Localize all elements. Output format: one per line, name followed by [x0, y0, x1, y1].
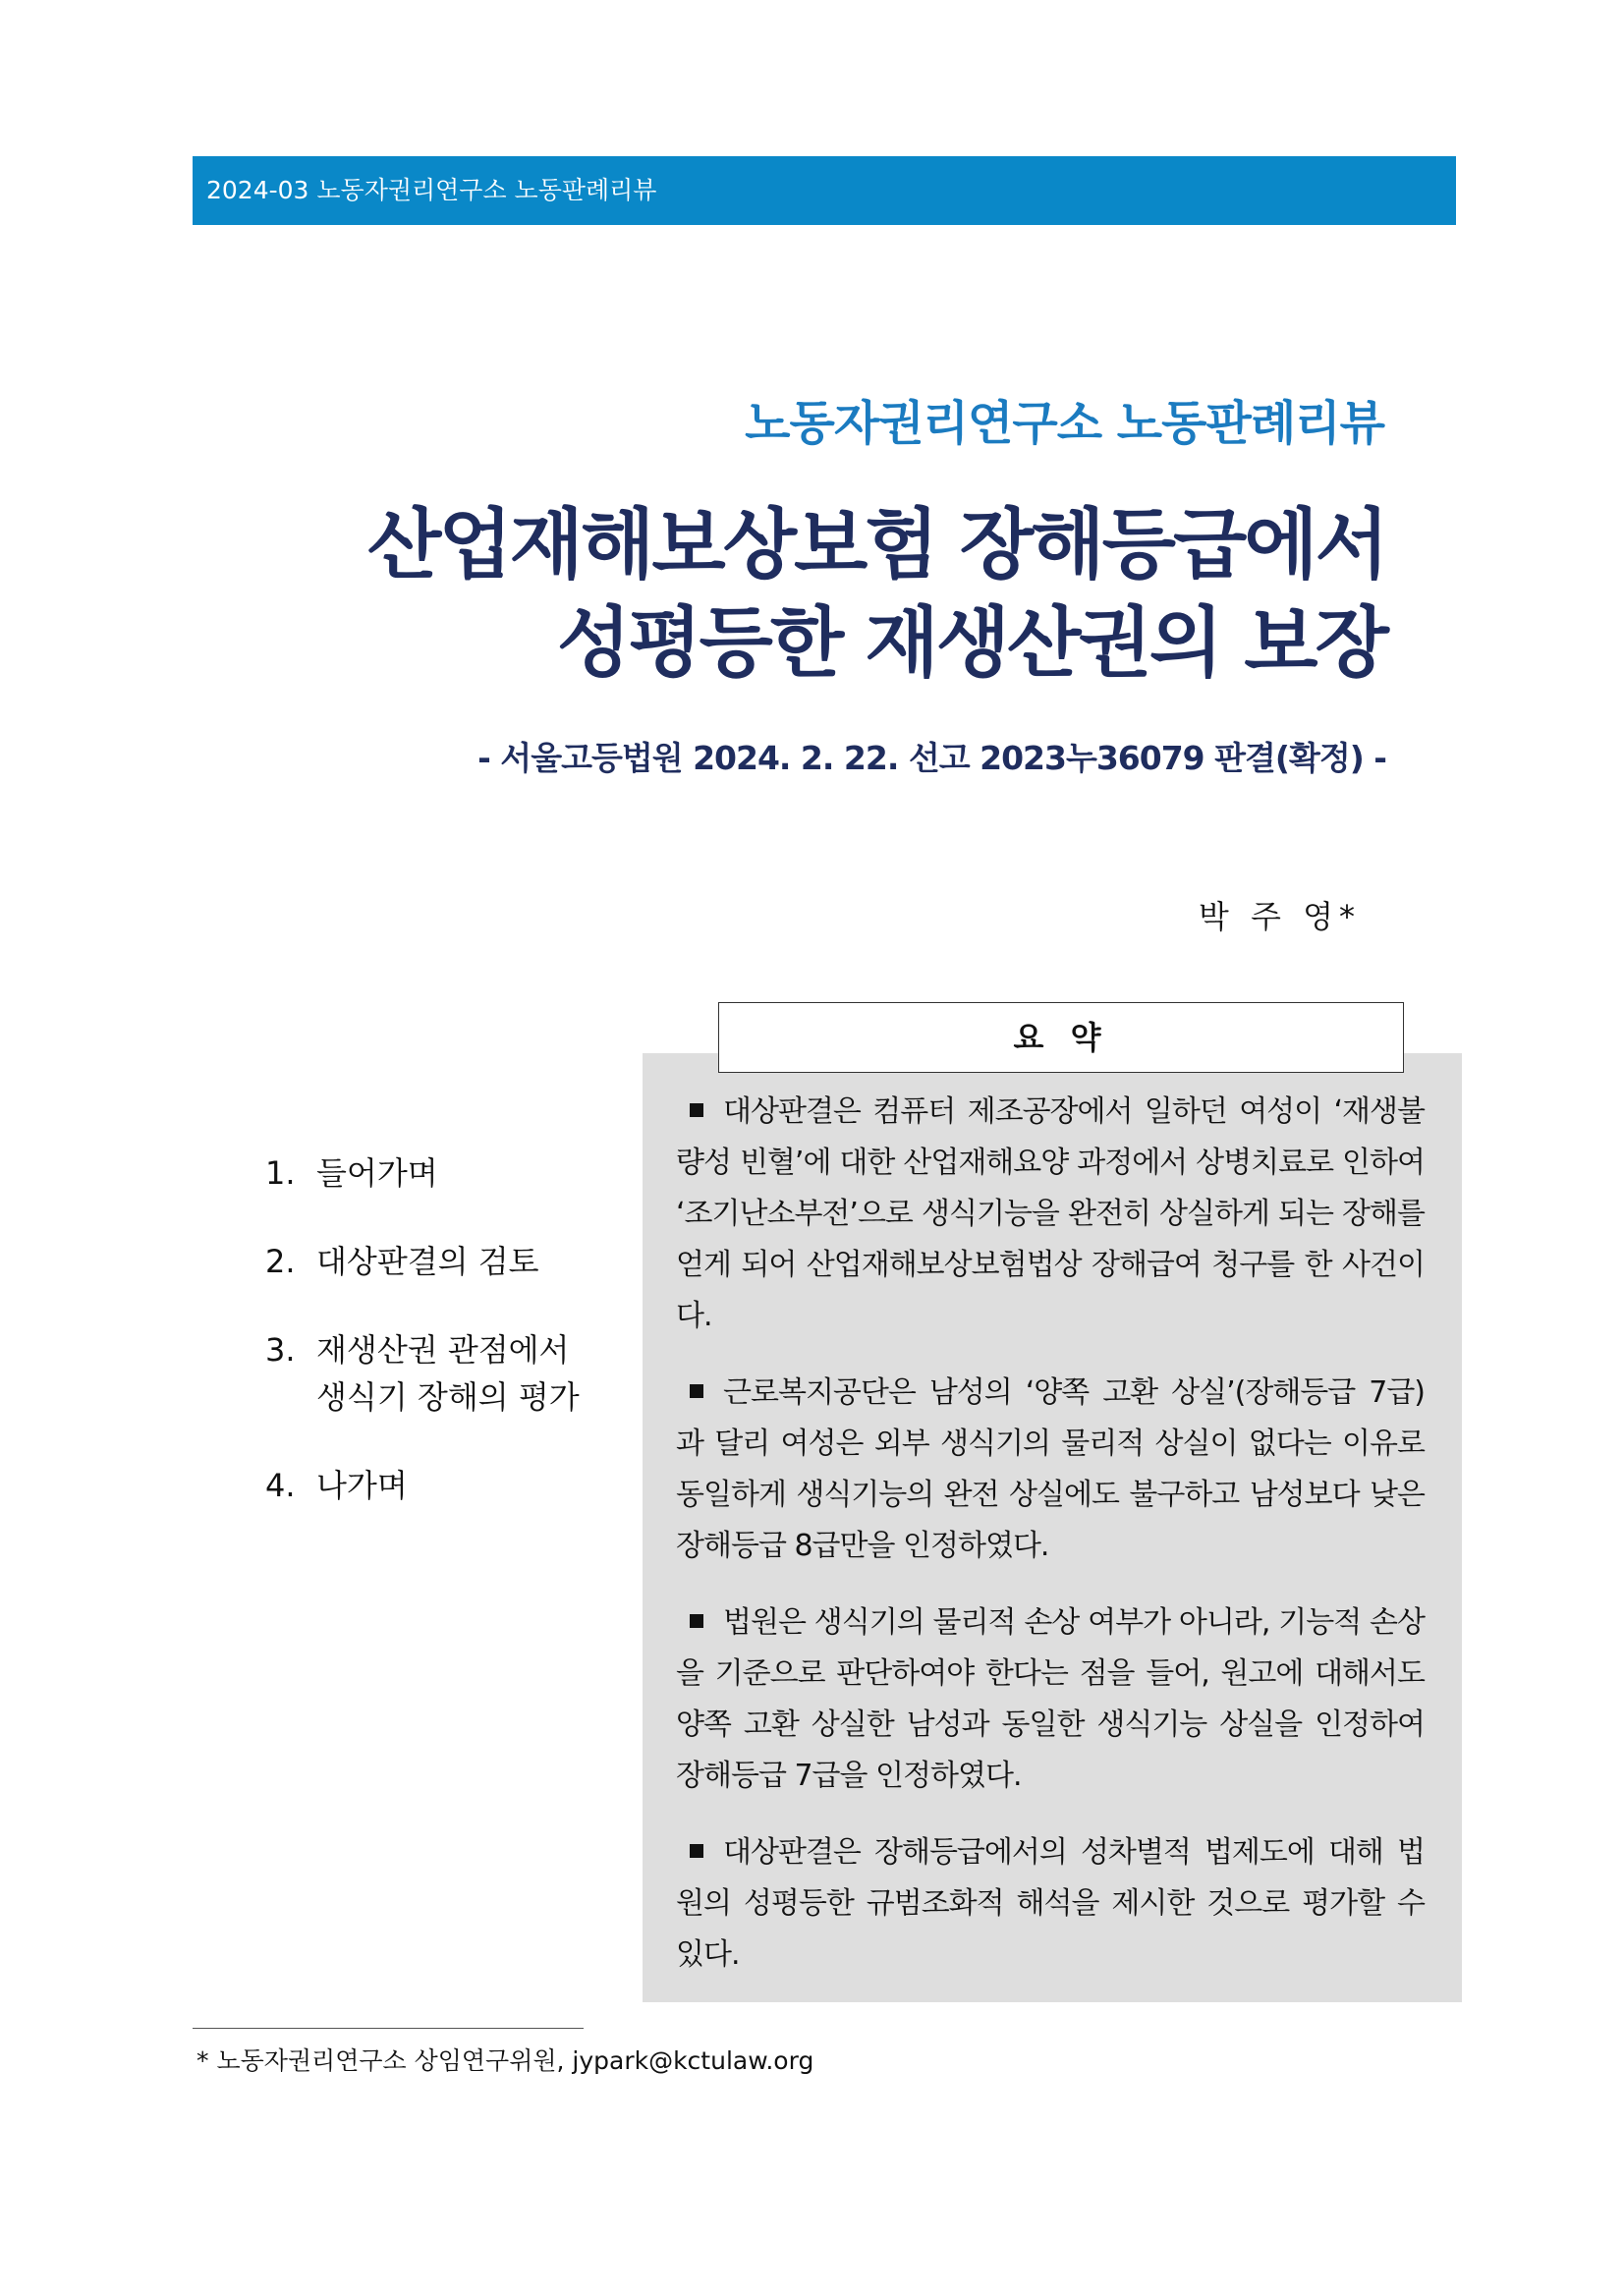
square-bullet-icon: [690, 1384, 703, 1398]
toc-item: [265, 1462, 599, 1509]
summary-paragraph-text: 법원은 생식기의 물리적 손상 여부가 아니라, 기능적 손상을 기준으로 판단하여야 한다는 점을 들어, 원고에 대해서도 양쪽 고환 상실한 남성과 동일한 생식기능 상실을 인정하여 장해등급 7급을 인정하였다.: [676, 1605, 1425, 1793]
title-line-1: 산업재해보상보험 장해등급에서: [366, 501, 1386, 589]
summary-paragraph-text: 대상판결은 컴퓨터 제조공장에서 일하던 여성이 ‘재생불량성 빈혈’에 대한 산업재해요양 과정에서 상병치료로 인하여 ‘조기난소부전’으로 생식기능을 완전히 상실하게 되는 장해를 얻게 되어 산업재해보상보험법상 장해급여 청구를 한 사건이다.: [676, 1094, 1425, 1333]
summary-paragraph-text: 대상판결은 장해등급에서의 성차별적 법제도에 대해 법원의 성평등한 규범조화적 해석을 제시한 것으로 평가할 수 있다.: [676, 1835, 1425, 1972]
toc-item: [265, 1238, 599, 1285]
toc-number: 4.: [265, 1467, 296, 1504]
summary-body: [676, 1087, 1425, 2006]
case-citation: - 서울고등법원 2024. 2. 22. 선고 2023누36079 판결(확정) -: [477, 739, 1386, 777]
title-line-2: 성평등한 재생산권의 보장: [556, 599, 1386, 688]
square-bullet-icon: [690, 1103, 703, 1117]
toc-item: [265, 1326, 599, 1421]
toc-item: [265, 1149, 599, 1197]
toc-number: 3.: [265, 1331, 296, 1369]
toc-label: 들어가며: [316, 1154, 438, 1192]
running-header: 2024-03 노동자권리연구소 노동판례리뷰: [193, 156, 1456, 225]
summary-paragraph: [676, 1087, 1425, 1342]
summary-paragraph-text: 근로복지공단은 남성의 ‘양쪽 고환 상실’(장해등급 7급)과 달리 여성은 외부 생식기의 물리적 상실이 없다는 이유로 동일하게 생식기능의 완전 상실에도 불구하고 남성보다 낮은 장해등급 8급만을 인정하였다.: [676, 1375, 1425, 1563]
toc-number: 1.: [265, 1154, 296, 1192]
toc-label: 대상판결의 검토: [316, 1243, 539, 1280]
toc-label: 나가며: [316, 1467, 408, 1504]
toc-label: 재생산권 관점에서 생식기 장해의 평가: [316, 1331, 580, 1416]
author-name: 박 주 영*: [1198, 898, 1361, 935]
document-title: [367, 496, 1386, 693]
footnote: * 노동자권리연구소 상임연구위원, jypark@kctulaw.org: [196, 2046, 814, 2075]
summary-paragraph: [676, 1827, 1425, 1981]
series-title: 노동자권리연구소 노동판례리뷰: [745, 396, 1384, 451]
square-bullet-icon: [690, 1844, 703, 1858]
summary-heading: 요 약: [718, 1002, 1404, 1073]
summary-paragraph: [676, 1597, 1425, 1802]
footnote-divider: [193, 2028, 584, 2029]
table-of-contents: [265, 1149, 599, 1550]
summary-paragraph: [676, 1368, 1425, 1572]
toc-number: 2.: [265, 1243, 296, 1280]
square-bullet-icon: [690, 1614, 703, 1628]
